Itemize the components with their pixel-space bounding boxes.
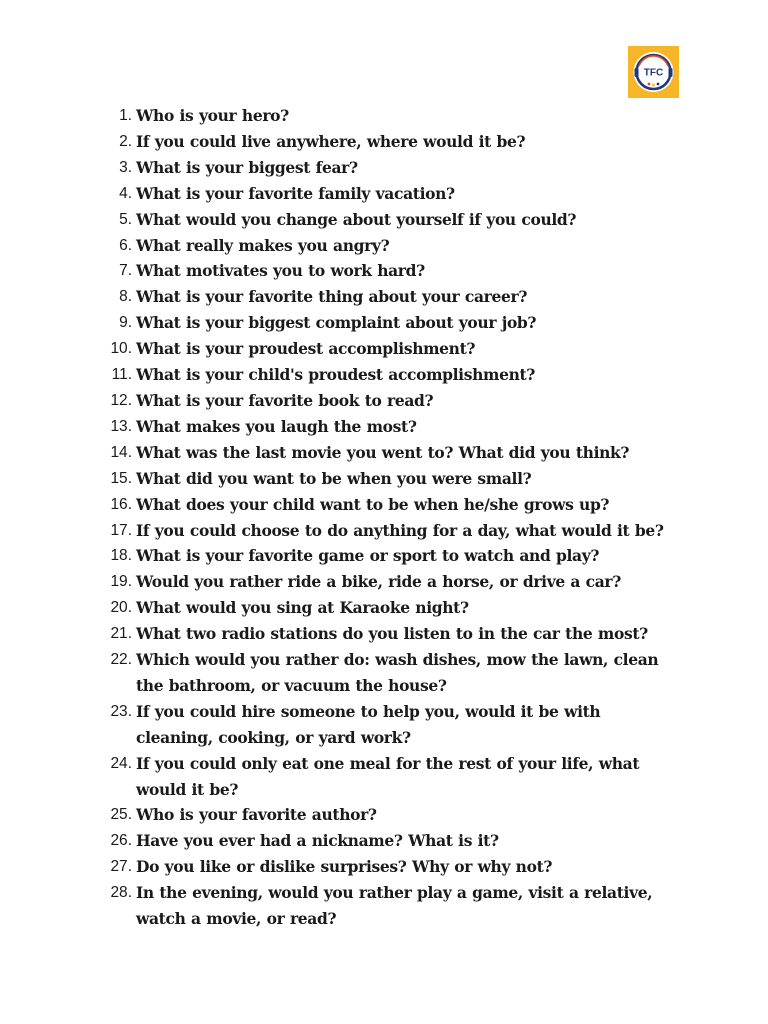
question-item — [92, 129, 712, 155]
question-item — [92, 258, 712, 284]
question-text-line: What is your favorite family vacation? — [136, 183, 455, 203]
question-text-line: Who is your hero? — [136, 106, 289, 125]
question-item — [92, 543, 712, 569]
question-text-line: What really makes you angry? — [136, 235, 390, 255]
question-text — [136, 284, 712, 310]
question-number: 28 . — [92, 880, 136, 906]
question-number: 1 . — [92, 103, 136, 129]
question-number: 23 . — [92, 699, 136, 725]
question-text — [136, 802, 712, 828]
question-text — [136, 310, 712, 336]
question-number: 9 . — [92, 310, 136, 336]
question-text-line: What is your favorite thing about your career? — [136, 287, 528, 307]
question-text-line: watch a movie, or read? — [136, 909, 337, 929]
question-text-line: the bathroom, or vacuum the house? — [136, 675, 447, 695]
question-text-line: What is your biggest fear? — [136, 157, 358, 177]
question-item — [92, 647, 712, 699]
question-item — [92, 595, 712, 621]
question-item — [92, 751, 712, 803]
question-text-line: cleaning, cooking, or yard work? — [136, 727, 411, 747]
question-number: 13 . — [92, 414, 136, 440]
question-item — [92, 699, 712, 751]
question-number: 8 . — [92, 284, 136, 310]
question-text-line: What is your biggest complaint about your job? — [136, 313, 537, 333]
question-item — [92, 155, 712, 181]
question-number: 6 . — [92, 233, 136, 259]
question-number: 11 . — [92, 362, 136, 388]
question-text — [136, 751, 712, 803]
question-text-line: Who is your favorite author? — [136, 805, 377, 825]
question-text-line: What did you want to be when you were small? — [136, 468, 532, 488]
question-number: 10 . — [92, 336, 136, 362]
question-text-line: What is your child's proudest accomplishment? — [136, 365, 536, 385]
question-number: 21 . — [92, 621, 136, 647]
question-text — [136, 699, 712, 751]
tfc-logo-icon — [628, 46, 679, 98]
question-number: 19 . — [92, 569, 136, 595]
question-item — [92, 388, 712, 414]
question-number: 27 . — [92, 854, 136, 880]
question-item — [92, 880, 712, 932]
question-text — [136, 129, 712, 155]
question-item — [92, 492, 712, 518]
question-text — [136, 466, 712, 492]
question-text — [136, 362, 712, 388]
question-number: 4 . — [92, 181, 136, 207]
question-text — [136, 828, 712, 854]
question-item — [92, 310, 712, 336]
question-item — [92, 233, 712, 259]
question-text — [136, 854, 712, 880]
logo — [628, 46, 679, 98]
question-text-line: Have you ever had a nickname? What is it? — [136, 831, 499, 851]
question-text — [136, 336, 712, 362]
question-text-line: What would you change about yourself if you could? — [136, 209, 577, 229]
question-item — [92, 828, 712, 854]
question-text-line: Would you rather ride a bike, ride a horse, or drive a car? — [136, 572, 621, 592]
question-text — [136, 518, 712, 544]
question-text-line: What makes you laugh the most? — [136, 416, 417, 436]
question-text-line: Which would you rather do: wash dishes, mow the lawn, clean — [136, 650, 659, 670]
question-item — [92, 440, 712, 466]
question-text-line: What is your proudest accomplishment? — [136, 339, 476, 359]
question-text-line: In the evening, would you rather play a game, visit a relative, — [136, 883, 653, 903]
question-number: 15 . — [92, 466, 136, 492]
question-text — [136, 880, 712, 932]
question-text — [136, 647, 712, 699]
question-number: 22 . — [92, 647, 136, 673]
question-number: 26 . — [92, 828, 136, 854]
question-number: 24 . — [92, 751, 136, 777]
question-text — [136, 440, 712, 466]
question-text — [136, 258, 712, 284]
question-text — [136, 388, 712, 414]
question-text-line: If you could only eat one meal for the rest of your life, what — [136, 753, 640, 773]
question-text-line: What is your favorite book to read? — [136, 390, 434, 410]
question-item — [92, 207, 712, 233]
question-number: 7 . — [92, 258, 136, 284]
question-text-line: If you could live anywhere, where would it be? — [136, 131, 526, 151]
question-text — [136, 543, 712, 569]
question-text-line: If you could choose to do anything for a day, what would it be? — [136, 520, 664, 540]
question-text-line: What would you sing at Karaoke night? — [136, 598, 469, 618]
question-text — [136, 621, 712, 647]
question-text-line: If you could hire someone to help you, would it be with — [136, 701, 601, 721]
question-number: 5 . — [92, 207, 136, 233]
question-item — [92, 621, 712, 647]
question-text-line: What two radio stations do you listen to in the car the most? — [136, 624, 648, 644]
question-number: 14 . — [92, 440, 136, 466]
question-text — [136, 569, 712, 595]
question-text — [136, 103, 712, 129]
question-item — [92, 569, 712, 595]
question-text-line: What motivates you to work hard? — [136, 261, 425, 281]
question-text — [136, 155, 712, 181]
question-item — [92, 336, 712, 362]
question-number: 20 . — [92, 595, 136, 621]
question-text — [136, 181, 712, 207]
question-number: 25 . — [92, 802, 136, 828]
question-number: 18 . — [92, 543, 136, 569]
question-item — [92, 802, 712, 828]
question-number: 2 . — [92, 129, 136, 155]
question-item — [92, 854, 712, 880]
question-list — [92, 103, 712, 932]
question-item — [92, 284, 712, 310]
question-number: 16 . — [92, 492, 136, 518]
question-item — [92, 518, 712, 544]
question-text-line: would it be? — [136, 779, 239, 799]
question-text — [136, 233, 712, 259]
question-item — [92, 103, 712, 129]
question-item — [92, 362, 712, 388]
question-number: 12 . — [92, 388, 136, 414]
logo-text: TFC — [643, 67, 664, 79]
question-text-line: Do you like or dislike surprises? Why or why not? — [136, 857, 553, 877]
question-text — [136, 207, 712, 233]
question-text-line: What is your favorite game or sport to watch and play? — [136, 546, 600, 566]
question-item — [92, 466, 712, 492]
question-text-line: What does your child want to be when he/she grows up? — [136, 494, 610, 514]
question-item — [92, 414, 712, 440]
question-text — [136, 595, 712, 621]
question-number: 17 . — [92, 518, 136, 544]
question-text — [136, 414, 712, 440]
question-number: 3 . — [92, 155, 136, 181]
question-text — [136, 492, 712, 518]
question-text-line: What was the last movie you went to? What did you think? — [136, 442, 630, 462]
question-item — [92, 181, 712, 207]
